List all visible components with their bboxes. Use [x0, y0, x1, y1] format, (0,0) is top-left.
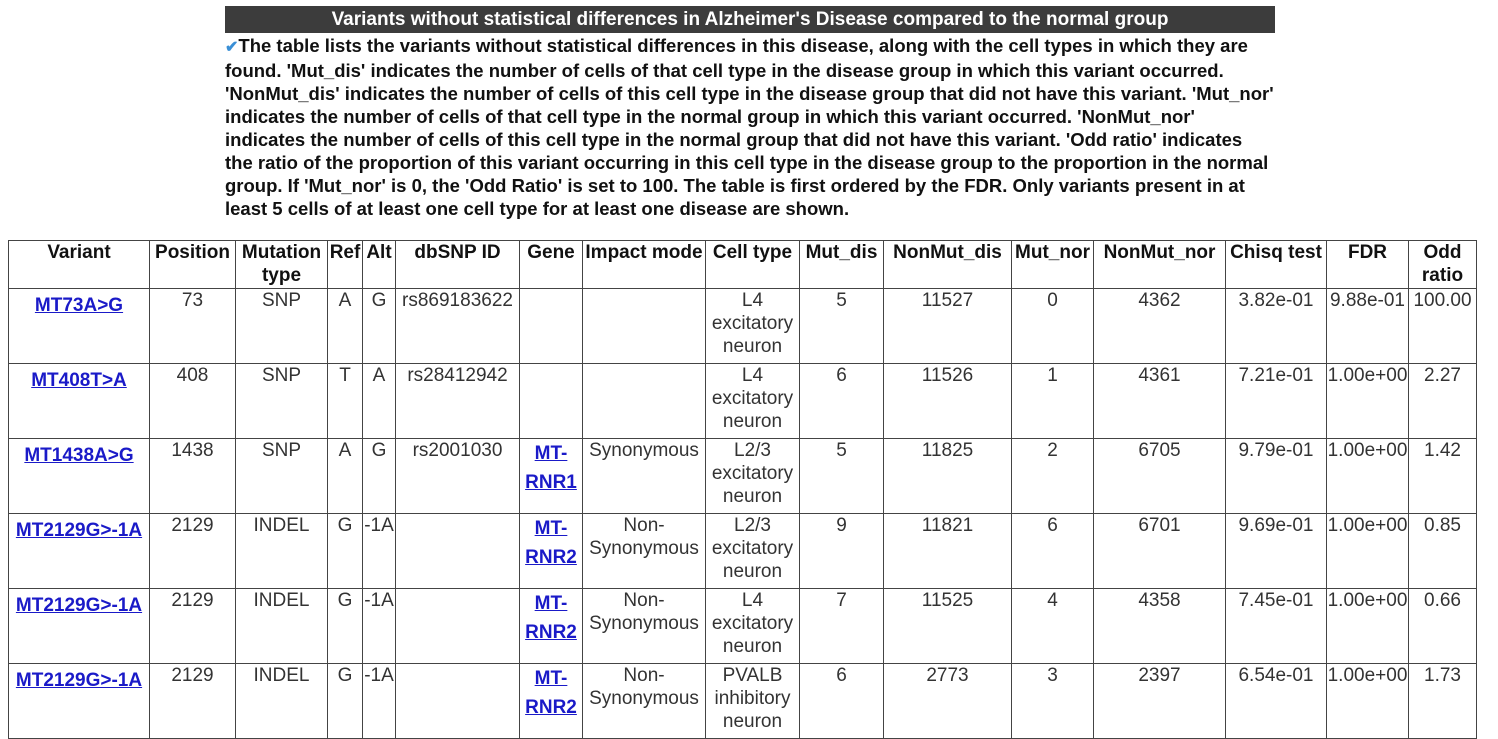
column-header: Mutation type — [236, 241, 328, 289]
cell-position: 408 — [150, 364, 236, 439]
cell-impact — [583, 364, 706, 439]
column-header: Chisq test — [1226, 241, 1327, 289]
variant-link[interactable]: MT2129G>-1A — [15, 595, 143, 616]
check-icon: ✔ — [225, 39, 239, 56]
column-header: Variant — [9, 241, 150, 289]
gene-link[interactable]: MT-RNR2 — [525, 668, 577, 718]
cell-position: 2129 — [150, 514, 236, 589]
table-row — [9, 364, 1477, 439]
table-row — [9, 589, 1477, 664]
cell-ref: G — [328, 589, 363, 664]
variant-link[interactable]: MT2129G>-1A — [15, 670, 143, 691]
variants-table — [8, 240, 1477, 739]
cell-fdr: 9.88e-01 — [1327, 289, 1409, 364]
column-header: FDR — [1327, 241, 1409, 289]
cell-gene — [520, 589, 583, 664]
cell-nonmut-dis: 11821 — [884, 514, 1012, 589]
cell-position: 1438 — [150, 439, 236, 514]
gene-link[interactable]: MT-RNR2 — [525, 593, 577, 643]
gene-link[interactable]: MT-RNR1 — [525, 443, 577, 493]
cell-variant — [9, 289, 150, 364]
cell-ref: A — [328, 289, 363, 364]
section-title: Variants without statistical differences in Alzheimer's Disease compared to the normal group — [225, 6, 1275, 33]
cell-chisq: 7.45e-01 — [1226, 589, 1327, 664]
cell-cell-type: L4 excitatory neuron — [706, 364, 800, 439]
cell-cell-type: L4 excitatory neuron — [706, 589, 800, 664]
variant-link[interactable]: MT408T>A — [31, 370, 127, 391]
cell-position: 73 — [150, 289, 236, 364]
cell-mutation-type: INDEL — [236, 664, 328, 739]
cell-mut-nor: 0 — [1012, 289, 1094, 364]
cell-gene — [520, 514, 583, 589]
cell-chisq: 7.21e-01 — [1226, 364, 1327, 439]
variant-link[interactable]: MT1438A>G — [24, 445, 134, 466]
cell-ref: T — [328, 364, 363, 439]
cell-variant — [9, 514, 150, 589]
cell-mutation-type: INDEL — [236, 589, 328, 664]
cell-dbsnp: rs28412942 — [396, 364, 520, 439]
cell-position: 2129 — [150, 664, 236, 739]
table-row — [9, 289, 1477, 364]
variant-link[interactable]: MT73A>G — [34, 295, 124, 316]
cell-gene — [520, 364, 583, 439]
cell-fdr: 1.00e+00 — [1327, 589, 1409, 664]
cell-nonmut-nor: 6701 — [1094, 514, 1226, 589]
cell-mut-nor: 4 — [1012, 589, 1094, 664]
cell-odd: 2.27 — [1409, 364, 1477, 439]
column-header: dbSNP ID — [396, 241, 520, 289]
cell-gene — [520, 664, 583, 739]
column-header: Cell type — [706, 241, 800, 289]
cell-mut-nor: 1 — [1012, 364, 1094, 439]
cell-cell-type: PVALB inhibitory neuron — [706, 664, 800, 739]
table-row — [9, 514, 1477, 589]
cell-nonmut-nor: 2397 — [1094, 664, 1226, 739]
description-text: The table lists the variants without statistical differences in this disease, along with the cell types in which they are found. 'Mut_dis' indicates the number of cells of that cell type in the disease group in which this variant occurred. 'NonMut_dis' indicates the number of cells of this cell type in the disease group that did not have this variant. 'Mut_nor' indicates the number of cells of that cell type in the normal group in which this variant occurred. 'NonMut_nor' indicates the number of cells of this cell type in the normal group that did not have this variant. 'Odd ratio' indicates the ratio of the proportion of this variant occurring in this cell type in the disease group to the proportion in the normal group. If 'Mut_nor' is 0, the 'Odd Ratio' is set to 100. The table is first ordered by the FDR. Only variants present in at least 5 cells of at least one cell type for at least one disease are shown. — [225, 35, 1274, 219]
cell-mut-dis: 5 — [800, 439, 884, 514]
cell-cell-type: L2/3 excitatory neuron — [706, 514, 800, 589]
table-description — [225, 34, 1275, 220]
cell-mut-nor: 2 — [1012, 439, 1094, 514]
cell-variant — [9, 664, 150, 739]
column-header: Alt — [363, 241, 396, 289]
cell-variant — [9, 439, 150, 514]
cell-fdr: 1.00e+00 — [1327, 664, 1409, 739]
cell-chisq: 9.79e-01 — [1226, 439, 1327, 514]
table-header-row — [9, 241, 1477, 289]
column-header: Odd ratio — [1409, 241, 1477, 289]
cell-nonmut-dis: 11825 — [884, 439, 1012, 514]
cell-mut-nor: 6 — [1012, 514, 1094, 589]
cell-mutation-type: SNP — [236, 364, 328, 439]
cell-nonmut-dis: 11527 — [884, 289, 1012, 364]
cell-alt: A — [363, 364, 396, 439]
cell-alt: G — [363, 289, 396, 364]
table-row — [9, 439, 1477, 514]
cell-fdr: 1.00e+00 — [1327, 439, 1409, 514]
cell-nonmut-nor: 6705 — [1094, 439, 1226, 514]
cell-position: 2129 — [150, 589, 236, 664]
cell-dbsnp — [396, 514, 520, 589]
cell-mut-nor: 3 — [1012, 664, 1094, 739]
cell-nonmut-dis: 2773 — [884, 664, 1012, 739]
cell-mutation-type: SNP — [236, 439, 328, 514]
cell-nonmut-nor: 4361 — [1094, 364, 1226, 439]
cell-dbsnp — [396, 589, 520, 664]
cell-ref: G — [328, 514, 363, 589]
column-header: Ref — [328, 241, 363, 289]
cell-cell-type: L2/3 excitatory neuron — [706, 439, 800, 514]
cell-ref: G — [328, 664, 363, 739]
table-row — [9, 664, 1477, 739]
column-header: Gene — [520, 241, 583, 289]
cell-nonmut-nor: 4362 — [1094, 289, 1226, 364]
cell-gene — [520, 289, 583, 364]
cell-variant — [9, 589, 150, 664]
cell-dbsnp — [396, 664, 520, 739]
cell-alt: -1A — [363, 664, 396, 739]
cell-odd: 1.42 — [1409, 439, 1477, 514]
cell-mut-dis: 7 — [800, 589, 884, 664]
column-header: NonMut_nor — [1094, 241, 1226, 289]
cell-mut-dis: 9 — [800, 514, 884, 589]
cell-impact: Non-Synonymous — [583, 589, 706, 664]
cell-odd: 100.00 — [1409, 289, 1477, 364]
cell-impact — [583, 289, 706, 364]
cell-alt: G — [363, 439, 396, 514]
cell-nonmut-dis: 11526 — [884, 364, 1012, 439]
cell-mut-dis: 5 — [800, 289, 884, 364]
cell-ref: A — [328, 439, 363, 514]
cell-dbsnp: rs869183622 — [396, 289, 520, 364]
cell-gene — [520, 439, 583, 514]
cell-mut-dis: 6 — [800, 664, 884, 739]
cell-odd: 1.73 — [1409, 664, 1477, 739]
cell-alt: -1A — [363, 589, 396, 664]
cell-mut-dis: 6 — [800, 364, 884, 439]
cell-odd: 0.85 — [1409, 514, 1477, 589]
cell-dbsnp: rs2001030 — [396, 439, 520, 514]
cell-impact: Synonymous — [583, 439, 706, 514]
cell-variant — [9, 364, 150, 439]
cell-alt: -1A — [363, 514, 396, 589]
column-header: NonMut_dis — [884, 241, 1012, 289]
cell-odd: 0.66 — [1409, 589, 1477, 664]
gene-link[interactable]: MT-RNR2 — [525, 518, 577, 568]
cell-chisq: 3.82e-01 — [1226, 289, 1327, 364]
cell-fdr: 1.00e+00 — [1327, 514, 1409, 589]
column-header: Impact mode — [583, 241, 706, 289]
cell-impact: Non-Synonymous — [583, 514, 706, 589]
cell-impact: Non-Synonymous — [583, 664, 706, 739]
cell-chisq: 6.54e-01 — [1226, 664, 1327, 739]
cell-nonmut-nor: 4358 — [1094, 589, 1226, 664]
cell-nonmut-dis: 11525 — [884, 589, 1012, 664]
column-header: Mut_dis — [800, 241, 884, 289]
cell-cell-type: L4 excitatory neuron — [706, 289, 800, 364]
cell-chisq: 9.69e-01 — [1226, 514, 1327, 589]
variant-link[interactable]: MT2129G>-1A — [15, 520, 143, 541]
column-header: Position — [150, 241, 236, 289]
cell-mutation-type: SNP — [236, 289, 328, 364]
column-header: Mut_nor — [1012, 241, 1094, 289]
cell-mutation-type: INDEL — [236, 514, 328, 589]
cell-fdr: 1.00e+00 — [1327, 364, 1409, 439]
